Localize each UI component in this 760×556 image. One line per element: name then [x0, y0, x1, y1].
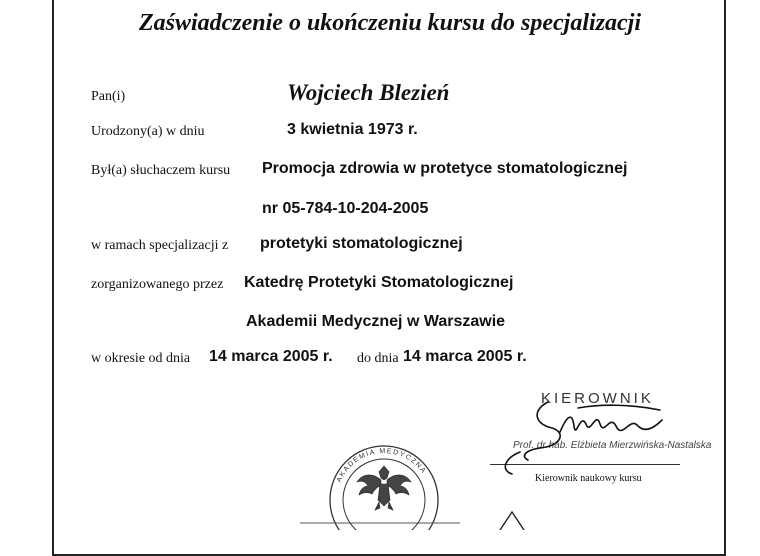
period-to-value: 14 marca 2005 r.	[403, 348, 527, 365]
born-label: Urodzony(a) w dniu	[91, 124, 205, 139]
stamp-name: Prof. dr hab. Elżbieta Mierzwińska-Nastalska	[513, 440, 712, 451]
org-label: zorganizowanego przez	[91, 277, 224, 292]
course-number: nr 05-784-10-204-2005	[262, 200, 429, 217]
org-value-1: Katedrę Protetyki Stomatologicznej	[244, 274, 514, 291]
svg-text:AKADEMIA MEDYCZNA: AKADEMIA MEDYCZNA	[335, 447, 428, 484]
signature-caption: Kierownik naukowy kursu	[535, 473, 642, 484]
certificate-title: Zaświadczenie o ukończeniu kursu do specjalizacji	[138, 10, 642, 36]
born-value: 3 kwietnia 1973 r.	[287, 121, 418, 138]
period-from-value: 14 marca 2005 r.	[209, 348, 333, 365]
spec-value: protetyki stomatologicznej	[260, 235, 463, 252]
course-label: Był(a) słuchaczem kursu	[91, 163, 231, 178]
course-value: Promocja zdrowia w protetyce stomatologicznej	[262, 160, 628, 177]
eagle-emblem-icon	[357, 466, 411, 510]
spec-label: w ramach specjalizacji z	[91, 238, 229, 253]
person-name: Wojciech Blezień	[287, 80, 450, 105]
org-value-2: Akademii Medycznej w Warszawie	[246, 313, 506, 330]
stamp-title: KIEROWNIK	[541, 390, 654, 407]
period-from-label: w okresie od dnia	[91, 351, 191, 366]
bottom-signature-mark	[500, 512, 524, 530]
university-seal	[330, 446, 438, 530]
handwritten-signature	[505, 402, 662, 474]
pan-label: Pan(i)	[91, 89, 126, 104]
period-to-label: do dnia	[357, 351, 399, 366]
